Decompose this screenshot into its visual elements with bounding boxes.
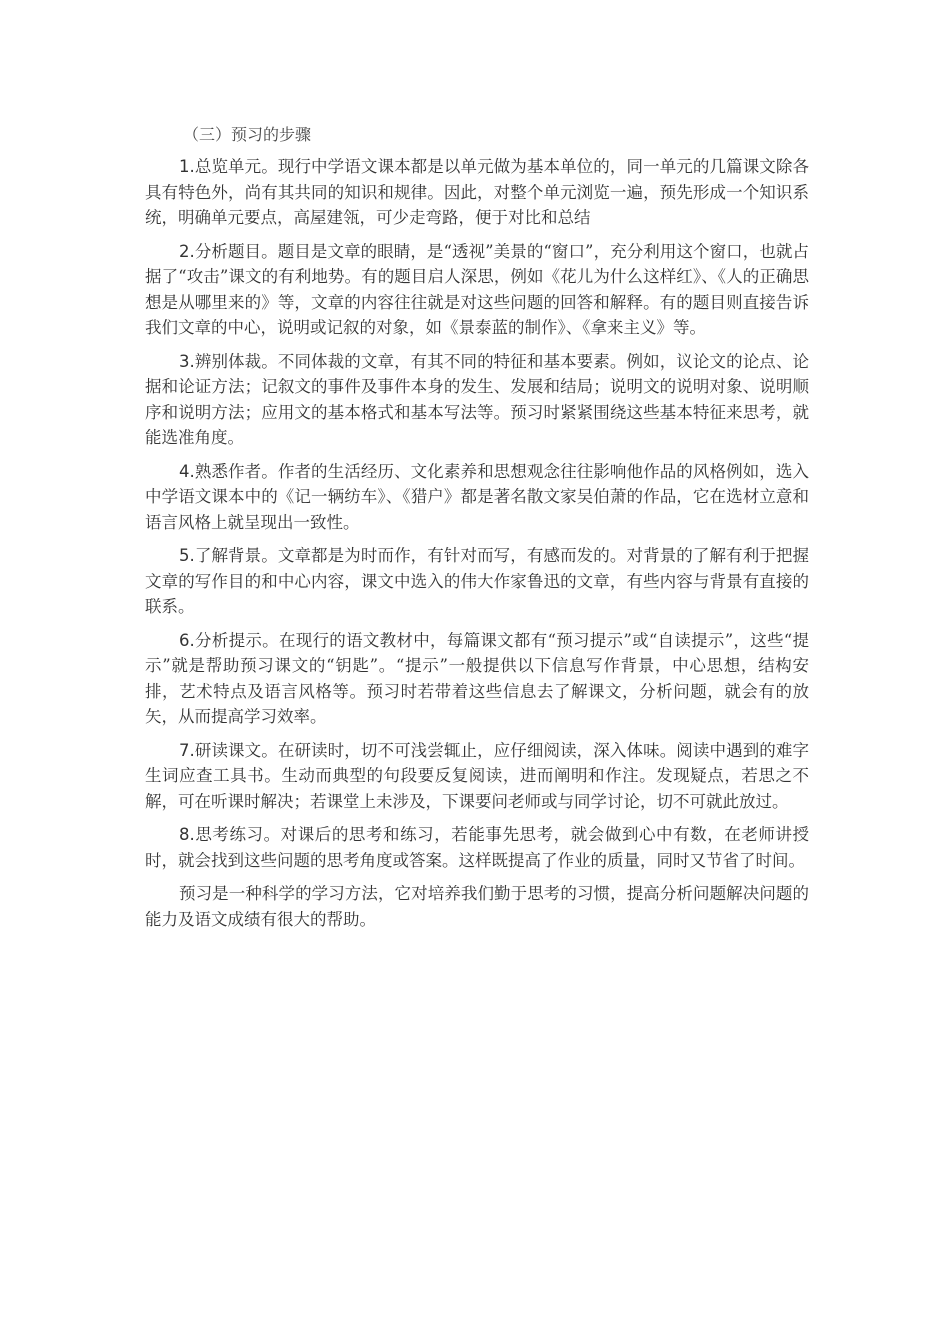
step-number: 3. bbox=[179, 351, 195, 371]
paragraph-conclusion bbox=[145, 881, 809, 932]
paragraph-text: 思考练习。对课后的思考和练习，若能事先思考，就会做到心中有数，在老师讲授时，就会找到这些问题的思考角度或答案。这样既提高了作业的质量，同时又节省了时间。 bbox=[145, 825, 809, 870]
step-number: 7. bbox=[179, 740, 195, 760]
step-number: 2. bbox=[179, 241, 195, 261]
paragraph-text: 研读课文。在研读时，切不可浅尝辄止，应仔细阅读，深入体味。阅读中遇到的难字生词应查工具书。生动而典型的句段要反复阅读，进而阐明和作注。发现疑点，若思之不解，可在听课时解决；若课堂上未涉及，下课要问老师或与同学讨论，切不可就此放过。 bbox=[145, 740, 809, 811]
step-number: 1. bbox=[179, 157, 195, 176]
paragraph-step-3 bbox=[145, 349, 809, 451]
paragraph-text: 辨别体裁。不同体裁的文章，有其不同的特征和基本要素。例如，议论文的论点、论据和论证方法；记叙文的事件及事件本身的发生、发展和结局；说明文的说明对象、说明顺序和说明方法；应用文的基本格式和基本写法等。预习时紧紧围绕这些基本特征来思考，就能选准角度。 bbox=[145, 351, 809, 447]
step-number: 6. bbox=[179, 630, 195, 650]
paragraph-step-4 bbox=[145, 459, 809, 536]
step-number: 4. bbox=[179, 461, 195, 481]
paragraph-text: 了解背景。文章都是为时而作，有针对而写，有感而发的。对背景的了解有利于把握文章的写作目的和中心内容，课文中选入的伟大作家鲁迅的文章，有些内容与背景有直接的联系。 bbox=[145, 546, 809, 616]
paragraph-step-1 bbox=[145, 154, 809, 231]
paragraph-text: 总览单元。现行中学语文课本都是以单元做为基本单位的，同一单元的几篇课文除各具有特色外，尚有其共同的知识和规律。因此，对整个单元浏览一遍，预先形成一个知识系统，明确单元要点，高屋建瓴，可少走弯路，便于对比和总结 bbox=[145, 157, 809, 227]
paragraph-text: 熟悉作者。作者的生活经历、文化素养和思想观念往往影响他作品的风格例如，选入中学语文课本中的《记一辆纺车》、《猎户》都是著名散文家吴伯萧的作品，它在选材立意和语言风格上就呈现出一致性。 bbox=[145, 461, 809, 532]
step-number: 8. bbox=[179, 825, 195, 844]
paragraph-step-2 bbox=[145, 239, 809, 341]
paragraph-text: 预习是一种科学的学习方法，它对培养我们勤于思考的习惯，提高分析问题解决问题的能力及语文成绩有很大的帮助。 bbox=[145, 884, 809, 929]
paragraph-step-8 bbox=[145, 822, 809, 873]
step-number: 5. bbox=[179, 546, 195, 565]
paragraph-text: 分析提示。在现行的语文教材中，每篇课文都有“预习提示”或“自读提示”，这些“提示”就是帮助预习课文的“钥匙”。“提示”一般提供以下信息写作背景，中心思想，结构安排，艺术特点及语言风格等。预习时若带着这些信息去了解课文，分析问题，就会有的放矢，从而提高学习效率。 bbox=[145, 630, 809, 726]
paragraph-text: 分析题目。题目是文章的眼睛，是“透视”美景的“窗口”，充分利用这个窗口，也就占据了“攻击”课文的有利地势。有的题目启人深思，例如《花儿为什么这样红》、《人的正确思想是从哪里来的》等，文章的内容往往就是对这些问题的回答和解释。有的题目则直接告诉我们文章的中心，说明或记叙的对象，如《景泰蓝的制作》、《拿来主义》等。 bbox=[145, 241, 809, 337]
section-heading: （三）预习的步骤 bbox=[183, 125, 312, 144]
document-page bbox=[145, 122, 809, 940]
paragraph-step-7 bbox=[145, 738, 809, 815]
paragraph-step-5 bbox=[145, 543, 809, 620]
paragraph-step-6 bbox=[145, 628, 809, 730]
